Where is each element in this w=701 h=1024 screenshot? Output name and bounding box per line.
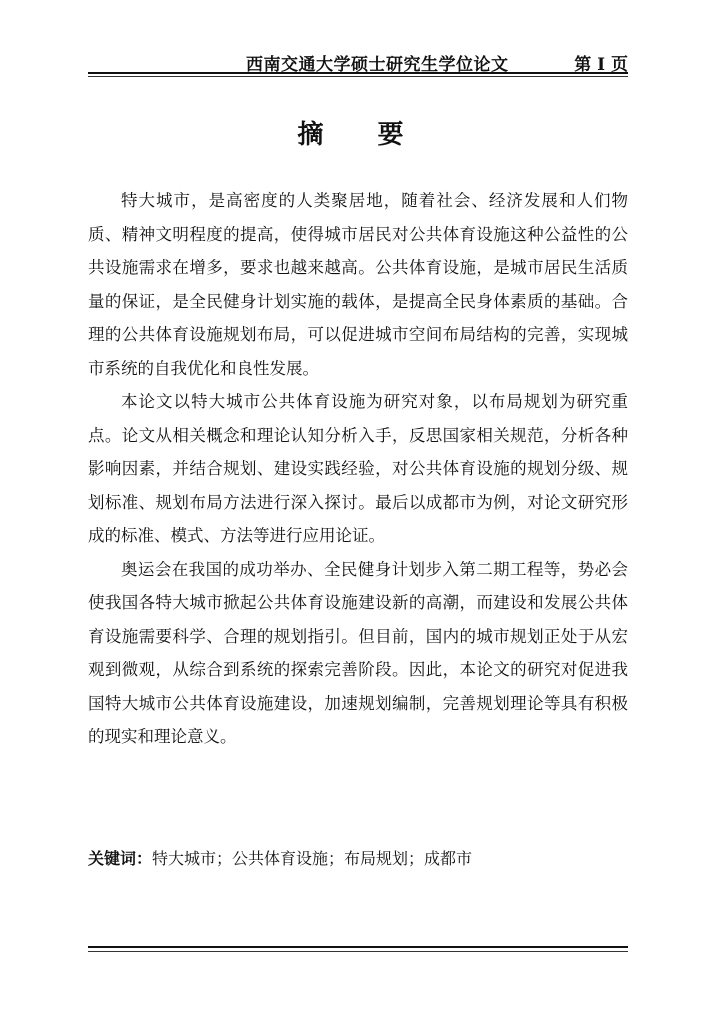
keywords-text: 特大城市；公共体育设施；布局规划；成都市	[152, 849, 473, 868]
abstract-body	[88, 184, 628, 754]
abstract-paragraph: 奥运会在我国的成功举办、全民健身计划步入第二期工程等，势必会使我国各特大城市掀起公共体育设施建设新的高潮，而建设和发展公共体育设施需要科学、合理的规划指引。但目前，国内的城市规划正处于从宏观到微观，从综合到系统的探索完善阶段。因此，本论文的研究对促进我国特大城市公共体育设施建设，加速规划编制，完善规划理论等具有积极的现实和理论意义。	[88, 559, 628, 746]
page-number: 第 I 页	[574, 55, 628, 75]
keywords-label: 关键词：	[88, 849, 153, 868]
keywords-line	[88, 846, 628, 869]
page-header	[88, 48, 628, 74]
abstract-paragraph: 特大城市，是高密度的人类聚居地，随着社会、经济发展和人们物质、精神文明程度的提高，使得城市居民对公共体育设施这种公益性的公共设施需求在增多，要求也越来越高。公共体育设施，是城市居民生活质量的保证，是全民健身计划实施的载体，是提高全民身体素质的基础。合理的公共体育设施规划布局，可以促进城市空间布局结构的完善，实现城市系统的自我优化和良性发展。	[88, 191, 628, 378]
abstract-title: 摘要	[297, 120, 458, 150]
header-divider-thin	[88, 76, 628, 77]
footer-divider-thin	[88, 951, 628, 952]
header-divider	[88, 72, 628, 74]
footer-divider	[88, 946, 628, 948]
header-title: 西南交通大学硕士研究生学位论文	[246, 55, 509, 75]
abstract-paragraph: 本论文以特大城市公共体育设施为研究对象，以布局规划为研究重点。论文从相关概念和理论认知分析入手，反思国家相关规范，分析各种影响因素，并结合规划、建设实践经验，对公共体育设施的规划分级、规划标准、规划布局方法进行深入探讨。最后以成都市为例，对论文研究形成的标准、模式、方法等进行应用论证。	[88, 392, 628, 545]
